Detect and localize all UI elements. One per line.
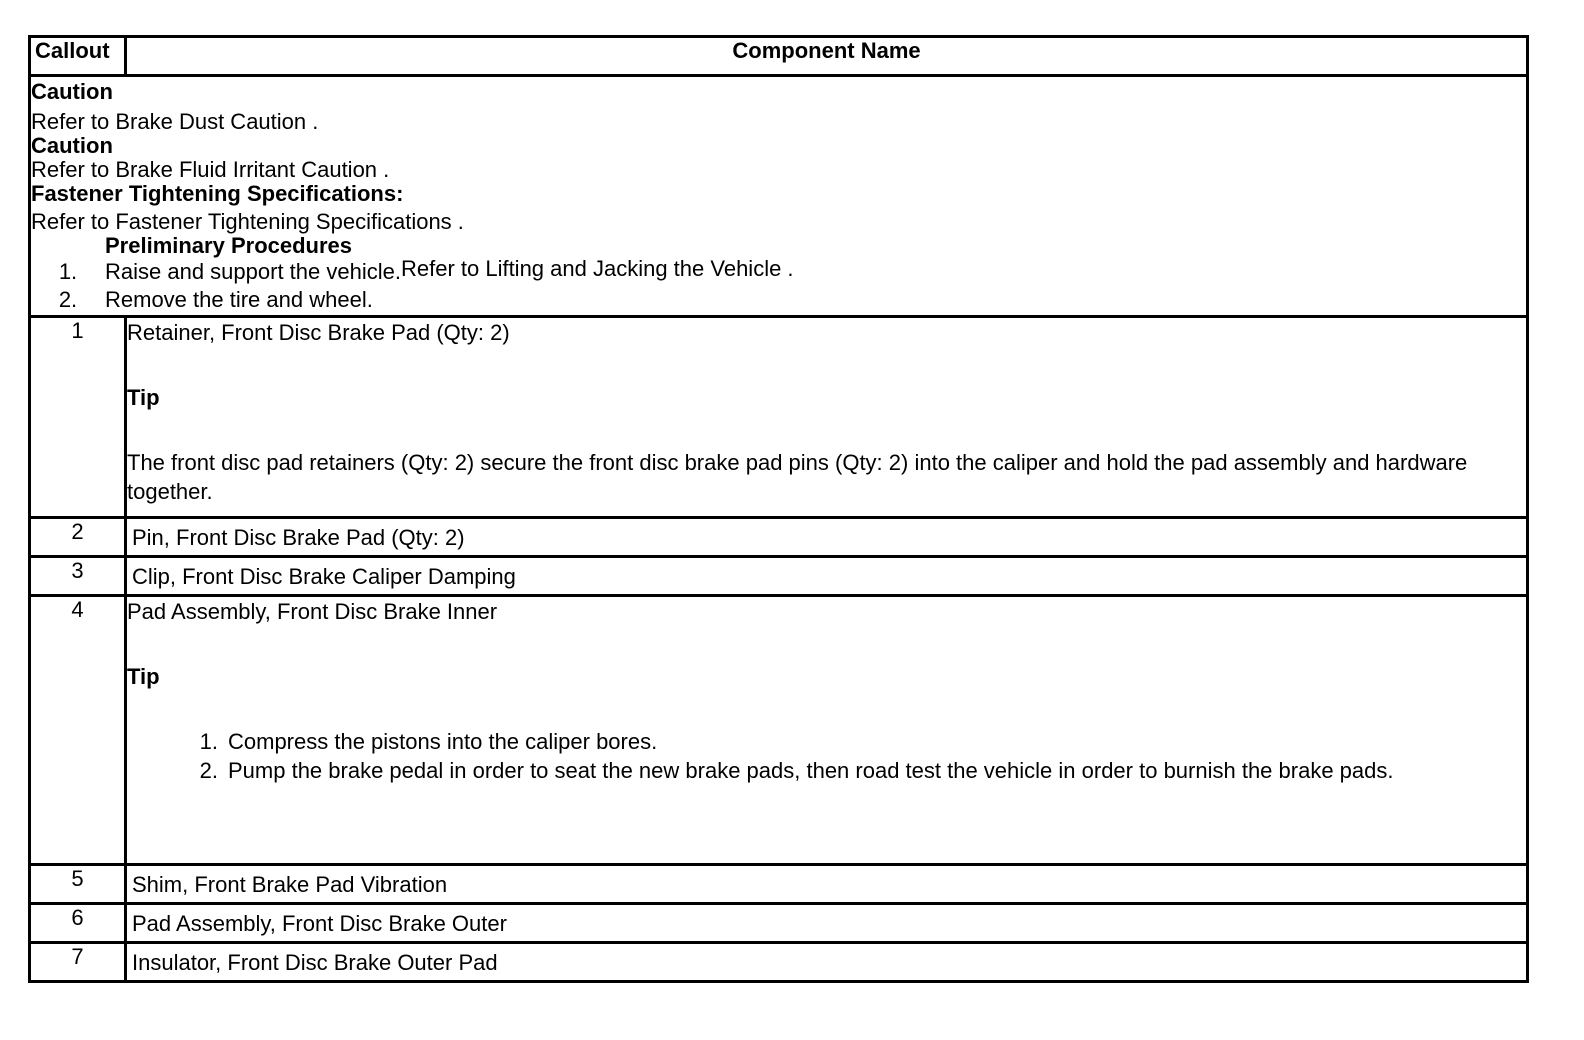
component-name: Pad Assembly, Front Disc Brake Inner [127,599,498,624]
callout-number: 2 [30,518,126,557]
table-row [30,865,1528,904]
procedure-step-1 [31,258,1526,286]
tip-steps-list [127,727,1526,785]
component-name: Shim, Front Brake Pad Vibration [126,865,1528,904]
procedures-title: Preliminary Procedures [105,233,353,258]
component-name: Clip, Front Disc Brake Caliper Damping [126,557,1528,596]
caution-text-1: Refer to Brake Dust Caution . [31,109,319,134]
step-number: 2. [58,287,78,312]
tip-label: Tip [127,385,160,410]
callout-number: 3 [30,557,126,596]
table-row [30,557,1528,596]
tip-step-number: 2. [199,758,218,783]
table-row [30,518,1528,557]
tip-step-number: 1. [199,729,218,754]
procedure-step-2 [31,286,1526,314]
component-name: Retainer, Front Disc Brake Pad (Qty: 2) [127,320,510,345]
step-text: Remove the tire and wheel. [105,287,373,312]
caution-title-2: Caution [31,133,113,158]
table-row [30,596,1528,865]
component-name-header: Component Name [126,37,1528,76]
tip-text: The front disc pad retainers (Qty: 2) secure the front disc brake pad pins (Qty: 2) into the caliper and hold the pad assembly and hardware together. [127,450,1468,504]
caution-title-1: Caution [31,79,113,104]
step-number: 1. [58,259,78,284]
callout-header: Callout [30,37,126,76]
preliminary-row [30,76,1528,317]
table-row [30,904,1528,943]
callout-number: 6 [30,904,126,943]
callout-number: 5 [30,865,126,904]
callout-number: 4 [30,596,126,865]
header-row [30,37,1528,76]
component-name: Insulator, Front Disc Brake Outer Pad [126,943,1528,982]
component-sheet [28,35,1529,983]
tip-step [127,756,1526,785]
step-text: Raise and support the vehicle. [105,259,401,284]
caution-text-2: Refer to Brake Fluid Irritant Caution . [31,157,390,182]
tip-label: Tip [127,664,160,689]
step-reference-link[interactable]: Refer to Lifting and Jacking the Vehicle . [400,256,794,281]
component-name: Pin, Front Disc Brake Pad (Qty: 2) [126,518,1528,557]
component-name: Pad Assembly, Front Disc Brake Outer [126,904,1528,943]
table-row [30,943,1528,982]
callout-number: 7 [30,943,126,982]
component-cell [126,317,1528,518]
tip-step [127,727,1526,756]
tip-step-text: Pump the brake pedal in order to seat the new brake pads, then road test the vehicle in order to burnish the brake pads. [228,758,1394,783]
preliminary-cell [30,76,1528,317]
component-cell [126,596,1528,865]
step-text-wrap [105,258,1526,286]
tip-step-text: Compress the pistons into the caliper bores. [228,729,658,754]
fastener-title: Fastener Tightening Specifications: [31,181,404,206]
fastener-text: Refer to Fastener Tightening Specifications . [31,209,464,234]
callout-number: 1 [30,317,126,518]
component-table [28,35,1529,983]
table-row [30,317,1528,518]
